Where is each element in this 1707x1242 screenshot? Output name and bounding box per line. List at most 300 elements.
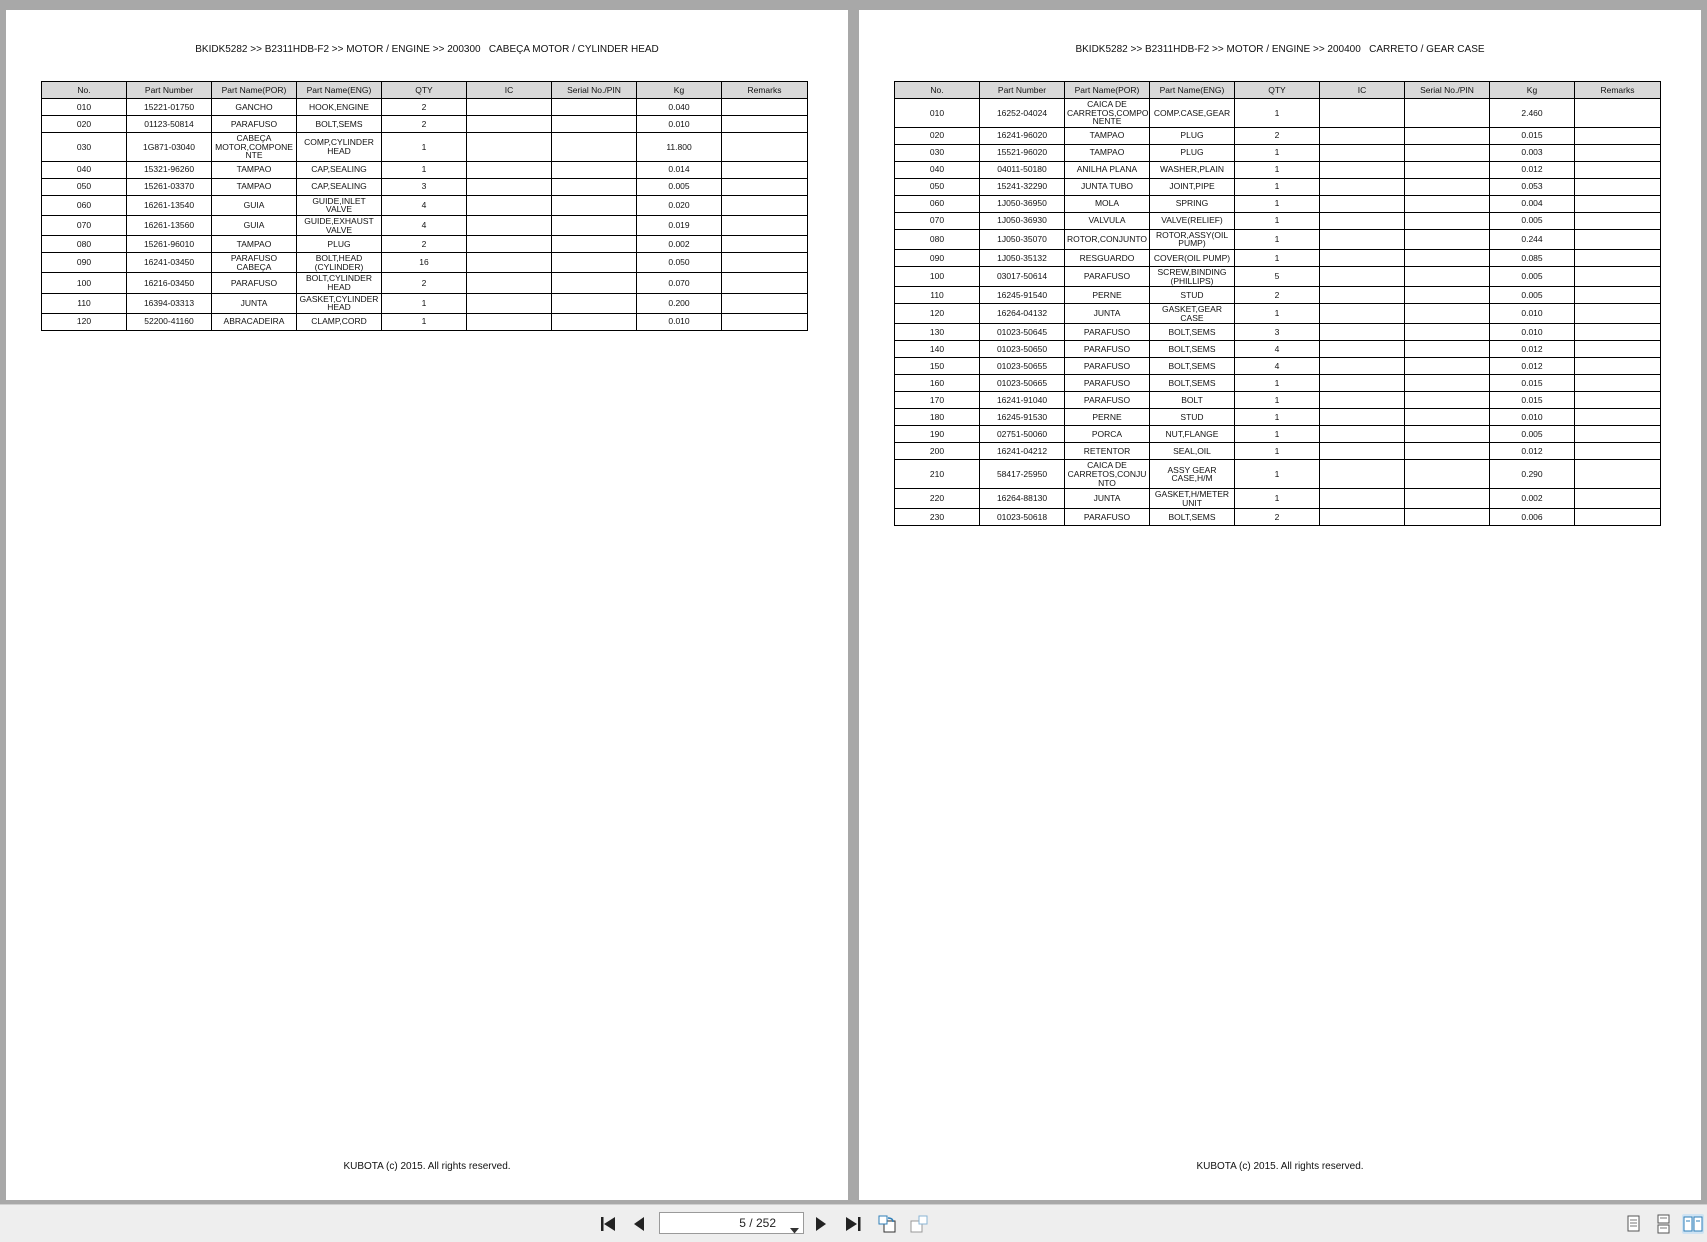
table-cell: 1 (1235, 375, 1320, 392)
table-cell: 020 (895, 127, 980, 144)
table-cell: 160 (895, 375, 980, 392)
table-cell: 3 (382, 178, 467, 195)
parts-table (894, 81, 1661, 526)
table-cell: PLUG (1150, 144, 1235, 161)
table-cell: COVER(OIL PUMP) (1150, 249, 1235, 266)
table-cell: 0.015 (1490, 375, 1575, 392)
table-cell: 100 (42, 273, 127, 293)
column-header: No. (895, 82, 980, 99)
table-cell: 0.004 (1490, 195, 1575, 212)
table-cell (1405, 341, 1490, 358)
table-cell: 16264-88130 (980, 489, 1065, 509)
table-cell (1575, 99, 1661, 128)
table-cell (1575, 443, 1661, 460)
table-cell: 070 (42, 215, 127, 235)
table-cell: VALVULA (1065, 212, 1150, 229)
table-cell (1405, 287, 1490, 304)
table-cell: 16241-03450 (127, 253, 212, 273)
page-number-input[interactable] (660, 1213, 780, 1233)
table-row (895, 178, 1661, 195)
table-cell: JUNTA (1065, 304, 1150, 324)
table-cell (1575, 161, 1661, 178)
table-cell: 1 (382, 293, 467, 313)
table-cell (1575, 195, 1661, 212)
table-cell: 15521-96020 (980, 144, 1065, 161)
table-cell: 0.014 (637, 161, 722, 178)
table-cell (1320, 358, 1405, 375)
table-cell: PARAFUSO (1065, 509, 1150, 526)
table-cell (467, 253, 552, 273)
table-row (895, 392, 1661, 409)
table-cell: 0.012 (1490, 443, 1575, 460)
table-cell (1575, 460, 1661, 489)
table-cell: 1 (1235, 229, 1320, 249)
table-cell: BOLT,SEMS (1150, 341, 1235, 358)
table-cell (722, 293, 808, 313)
table-cell (1320, 161, 1405, 178)
table-row (895, 144, 1661, 161)
table-row (42, 116, 808, 133)
next-page-icon[interactable] (810, 1214, 832, 1234)
table-cell (1405, 324, 1490, 341)
column-header: Part Name(POR) (212, 82, 297, 99)
table-row (895, 489, 1661, 509)
table-cell: 16241-96020 (980, 127, 1065, 144)
table-cell (1320, 195, 1405, 212)
table-cell (1575, 409, 1661, 426)
table-row (895, 426, 1661, 443)
table-cell (1575, 341, 1661, 358)
table-cell: 090 (42, 253, 127, 273)
table-cell: CAICA DE CARRETOS,COMPO NENTE (1065, 99, 1150, 128)
table-cell: 0.010 (637, 116, 722, 133)
table-cell: PARAFUSO (212, 116, 297, 133)
table-cell (1575, 509, 1661, 526)
table-cell: PARAFUSO CABEÇA (212, 253, 297, 273)
table-cell: 04011-50180 (980, 161, 1065, 178)
table-cell: CAICA DE CARRETOS,CONJU NTO (1065, 460, 1150, 489)
table-cell: 3 (1235, 324, 1320, 341)
table-cell: CLAMP,CORD (297, 313, 382, 330)
table-cell: 0.244 (1490, 229, 1575, 249)
table-cell: 010 (42, 99, 127, 116)
table-cell: 1 (1235, 460, 1320, 489)
table-row (42, 133, 808, 162)
table-cell (1320, 178, 1405, 195)
table-cell: PORCA (1065, 426, 1150, 443)
table-cell (1405, 161, 1490, 178)
table-cell: 58417-25950 (980, 460, 1065, 489)
table-cell (1320, 443, 1405, 460)
table-cell: 0.290 (1490, 460, 1575, 489)
table-cell: 120 (42, 313, 127, 330)
table-cell (722, 273, 808, 293)
table-cell (1405, 127, 1490, 144)
table-cell: 0.002 (1490, 489, 1575, 509)
table-cell (722, 195, 808, 215)
column-header: Part Name(POR) (1065, 82, 1150, 99)
table-row (895, 409, 1661, 426)
table-cell: 0.019 (637, 215, 722, 235)
table-cell (552, 253, 637, 273)
table-cell: STUD (1150, 409, 1235, 426)
table-cell: ROTOR,ASSY(OIL PUMP) (1150, 229, 1235, 249)
table-cell: BOLT,CYLINDER HEAD (297, 273, 382, 293)
table-cell: TAMPAO (212, 178, 297, 195)
table-cell: 1 (1235, 99, 1320, 128)
table-cell: 2.460 (1490, 99, 1575, 128)
table-cell (1320, 489, 1405, 509)
table-cell (1320, 341, 1405, 358)
table-cell: ROTOR,CONJUNTO (1065, 229, 1150, 249)
pdf-page-left (6, 10, 848, 1200)
table-cell: 070 (895, 212, 980, 229)
table-cell: 0.015 (1490, 392, 1575, 409)
table-cell: 0.050 (637, 253, 722, 273)
table-cell: 0.200 (637, 293, 722, 313)
page-number-box[interactable] (659, 1212, 804, 1234)
table-cell (552, 293, 637, 313)
table-row (42, 236, 808, 253)
table-cell: 16394-03313 (127, 293, 212, 313)
continuous-view-icon[interactable] (1652, 1214, 1674, 1234)
table-cell: 030 (895, 144, 980, 161)
table-row (895, 358, 1661, 375)
table-cell: 050 (895, 178, 980, 195)
table-cell: TAMPAO (1065, 144, 1150, 161)
table-cell (1405, 375, 1490, 392)
table-cell: 0.003 (1490, 144, 1575, 161)
table-cell: 1J050-35070 (980, 229, 1065, 249)
table-row (42, 273, 808, 293)
table-cell: RESGUARDO (1065, 249, 1150, 266)
table-cell (1320, 460, 1405, 489)
table-cell (1405, 178, 1490, 195)
table-cell: BOLT,SEMS (1150, 324, 1235, 341)
column-header: Part Number (980, 82, 1065, 99)
table-cell: TAMPAO (1065, 127, 1150, 144)
column-header: Kg (637, 82, 722, 99)
page-header: BKIDK5282 >> B2311HDB-F2 >> MOTOR / ENGINE >> 200400 CARRETO / GEAR CASE (1075, 44, 1485, 55)
table-cell: PARAFUSO (1065, 358, 1150, 375)
column-header: QTY (1235, 82, 1320, 99)
table-cell: 180 (895, 409, 980, 426)
table-cell: 1 (382, 133, 467, 162)
table-cell: SPRING (1150, 195, 1235, 212)
table-cell: 03017-50614 (980, 266, 1065, 286)
table-cell: 01123-50814 (127, 116, 212, 133)
table-cell (552, 215, 637, 235)
table-cell: 0.070 (637, 273, 722, 293)
table-cell: TAMPAO (212, 236, 297, 253)
table-row (42, 161, 808, 178)
table-cell: 4 (382, 215, 467, 235)
table-cell (1405, 358, 1490, 375)
table-cell (1320, 426, 1405, 443)
table-cell: ANILHA PLANA (1065, 161, 1150, 178)
table-row (895, 161, 1661, 178)
table-row (895, 443, 1661, 460)
table-cell: 040 (42, 161, 127, 178)
table-cell (722, 313, 808, 330)
table-cell (1320, 249, 1405, 266)
table-cell (467, 178, 552, 195)
table-cell (1405, 460, 1490, 489)
table-cell: GUIDE,EXHAUST VALVE (297, 215, 382, 235)
table-cell: 0.020 (637, 195, 722, 215)
table-cell (1320, 144, 1405, 161)
table-cell: 16245-91530 (980, 409, 1065, 426)
table-cell: COMP,CYLINDER HEAD (297, 133, 382, 162)
rotate-page-alt-icon[interactable] (908, 1214, 930, 1234)
table-cell: 16252-04024 (980, 99, 1065, 128)
table-cell: 11.800 (637, 133, 722, 162)
table-cell: 5 (1235, 266, 1320, 286)
table-cell: BOLT,SEMS (1150, 509, 1235, 526)
table-cell: 1 (1235, 426, 1320, 443)
table-cell (467, 273, 552, 293)
table-cell: 1 (1235, 161, 1320, 178)
table-cell: 15261-03370 (127, 178, 212, 195)
table-row (895, 266, 1661, 286)
prev-page-icon[interactable] (629, 1214, 651, 1234)
table-row (895, 127, 1661, 144)
first-page-icon[interactable] (598, 1214, 620, 1234)
table-cell (1320, 392, 1405, 409)
table-cell (722, 161, 808, 178)
table-cell: PERNE (1065, 287, 1150, 304)
table-cell (1575, 127, 1661, 144)
table-cell (1405, 212, 1490, 229)
table-cell (552, 313, 637, 330)
table-row (42, 293, 808, 313)
table-cell: 080 (42, 236, 127, 253)
table-cell: 010 (895, 99, 980, 128)
table-cell: PARAFUSO (1065, 392, 1150, 409)
table-cell: 0.005 (637, 178, 722, 195)
table-cell: BOLT,SEMS (1150, 358, 1235, 375)
table-cell: 210 (895, 460, 980, 489)
table-cell: 1 (382, 161, 467, 178)
table-cell: 1J050-36930 (980, 212, 1065, 229)
table-cell: CABEÇA MOTOR,COMPONE NTE (212, 133, 297, 162)
table-cell: 0.085 (1490, 249, 1575, 266)
page-header: BKIDK5282 >> B2311HDB-F2 >> MOTOR / ENGINE >> 200300 CABEÇA MOTOR / CYLINDER HEAD (195, 44, 659, 55)
column-header: QTY (382, 82, 467, 99)
table-cell: 0.005 (1490, 212, 1575, 229)
table-cell (552, 273, 637, 293)
table-cell: 020 (42, 116, 127, 133)
table-cell: SCREW,BINDING (PHILLIPS) (1150, 266, 1235, 286)
table-cell (1405, 144, 1490, 161)
table-cell (1405, 509, 1490, 526)
table-body (42, 99, 808, 331)
column-header: Part Name(ENG) (297, 82, 382, 99)
table-cell (1320, 127, 1405, 144)
table-cell: 060 (42, 195, 127, 215)
table-cell: 0.012 (1490, 161, 1575, 178)
table-cell: 0.005 (1490, 426, 1575, 443)
table-cell: 110 (895, 287, 980, 304)
table-row (895, 341, 1661, 358)
table-cell: 0.010 (637, 313, 722, 330)
table-cell: GANCHO (212, 99, 297, 116)
table-cell: 090 (895, 249, 980, 266)
table-row (895, 229, 1661, 249)
table-cell: 040 (895, 161, 980, 178)
table-cell (1405, 229, 1490, 249)
table-cell: 1 (1235, 212, 1320, 229)
table-cell: BOLT,HEAD (CYLINDER) (297, 253, 382, 273)
table-row (42, 313, 808, 330)
table-cell (552, 99, 637, 116)
table-cell: 1 (1235, 249, 1320, 266)
table-cell: 4 (382, 195, 467, 215)
table-cell: ASSY GEAR CASE,H/M (1150, 460, 1235, 489)
table-cell (1320, 212, 1405, 229)
table-row (42, 253, 808, 273)
table-cell: 01023-50655 (980, 358, 1065, 375)
table-cell (1575, 144, 1661, 161)
table-cell (722, 99, 808, 116)
table-cell (1575, 266, 1661, 286)
table-header-row (42, 82, 808, 99)
table-cell (722, 215, 808, 235)
table-cell: 0.040 (637, 99, 722, 116)
table-cell (1575, 212, 1661, 229)
table-cell (1575, 375, 1661, 392)
table-cell (1320, 509, 1405, 526)
table-cell: 050 (42, 178, 127, 195)
table-cell (1575, 426, 1661, 443)
table-cell: 0.005 (1490, 266, 1575, 286)
table-cell: BOLT,SEMS (1150, 375, 1235, 392)
parts-table (41, 81, 808, 331)
table-cell: 0.002 (637, 236, 722, 253)
table-body (895, 99, 1661, 526)
table-cell: 0.010 (1490, 409, 1575, 426)
table-cell: 4 (1235, 341, 1320, 358)
table-cell (1405, 99, 1490, 128)
table-cell: 16261-13560 (127, 215, 212, 235)
column-header: Serial No./PIN (1405, 82, 1490, 99)
table-cell: 1 (1235, 195, 1320, 212)
chevron-down-icon[interactable] (790, 1221, 799, 1239)
table-cell: 140 (895, 341, 980, 358)
table-cell: 220 (895, 489, 980, 509)
column-header: No. (42, 82, 127, 99)
table-cell: 1 (1235, 443, 1320, 460)
table-cell: 1 (1235, 489, 1320, 509)
table-cell (722, 253, 808, 273)
table-cell: 15321-96260 (127, 161, 212, 178)
table-cell: 0.015 (1490, 127, 1575, 144)
table-cell: 16241-91040 (980, 392, 1065, 409)
table-cell: HOOK,ENGINE (297, 99, 382, 116)
table-cell (1575, 304, 1661, 324)
table-cell (1575, 358, 1661, 375)
table-cell: JUNTA (1065, 489, 1150, 509)
single-page-view-icon[interactable] (1622, 1214, 1644, 1234)
table-cell: GASKET,H/METER UNIT (1150, 489, 1235, 509)
table-cell: JUNTA (212, 293, 297, 313)
table-cell (467, 195, 552, 215)
table-cell: 2 (382, 116, 467, 133)
table-cell: STUD (1150, 287, 1235, 304)
table-row (895, 249, 1661, 266)
table-cell (1575, 178, 1661, 195)
table-cell (467, 161, 552, 178)
table-cell: GUIA (212, 195, 297, 215)
table-cell: 15261-96010 (127, 236, 212, 253)
table-cell: PARAFUSO (1065, 266, 1150, 286)
table-cell (467, 215, 552, 235)
table-cell: 150 (895, 358, 980, 375)
table-cell (1575, 489, 1661, 509)
table-cell: NUT,FLANGE (1150, 426, 1235, 443)
table-cell: JUNTA TUBO (1065, 178, 1150, 195)
column-header: Serial No./PIN (552, 82, 637, 99)
rotate-page-icon[interactable] (876, 1214, 898, 1234)
table-cell (1575, 324, 1661, 341)
table-cell: 01023-50650 (980, 341, 1065, 358)
column-header: IC (1320, 82, 1405, 99)
table-cell (552, 195, 637, 215)
table-cell (1320, 266, 1405, 286)
table-cell: 52200-41160 (127, 313, 212, 330)
table-cell: 1 (382, 313, 467, 330)
table-cell (552, 116, 637, 133)
table-cell: 170 (895, 392, 980, 409)
table-cell (1575, 287, 1661, 304)
table-cell: 030 (42, 133, 127, 162)
table-cell: 0.005 (1490, 287, 1575, 304)
table-row (895, 99, 1661, 128)
table-cell: 200 (895, 443, 980, 460)
table-cell (1405, 392, 1490, 409)
table-cell: JOINT,PIPE (1150, 178, 1235, 195)
table-row (895, 375, 1661, 392)
table-cell: RETENTOR (1065, 443, 1150, 460)
table-cell (552, 236, 637, 253)
table-cell (1320, 324, 1405, 341)
table-cell: 16241-04212 (980, 443, 1065, 460)
table-row (42, 178, 808, 195)
table-cell: 060 (895, 195, 980, 212)
table-cell (1405, 409, 1490, 426)
table-cell (1405, 266, 1490, 286)
table-cell: 4 (1235, 358, 1320, 375)
table-row (895, 287, 1661, 304)
table-cell: 01023-50618 (980, 509, 1065, 526)
table-cell (1320, 409, 1405, 426)
table-cell (1405, 489, 1490, 509)
table-row (895, 324, 1661, 341)
table-cell (1405, 443, 1490, 460)
last-page-icon[interactable] (842, 1214, 864, 1234)
column-header: IC (467, 82, 552, 99)
table-row (895, 509, 1661, 526)
table-cell: 2 (382, 236, 467, 253)
table-cell: WASHER,PLAIN (1150, 161, 1235, 178)
table-cell: PARAFUSO (1065, 341, 1150, 358)
table-cell (467, 99, 552, 116)
table-cell: 1J050-35132 (980, 249, 1065, 266)
table-cell: 16 (382, 253, 467, 273)
two-page-view-icon[interactable] (1682, 1214, 1704, 1234)
table-cell: BOLT (1150, 392, 1235, 409)
table-row (42, 99, 808, 116)
